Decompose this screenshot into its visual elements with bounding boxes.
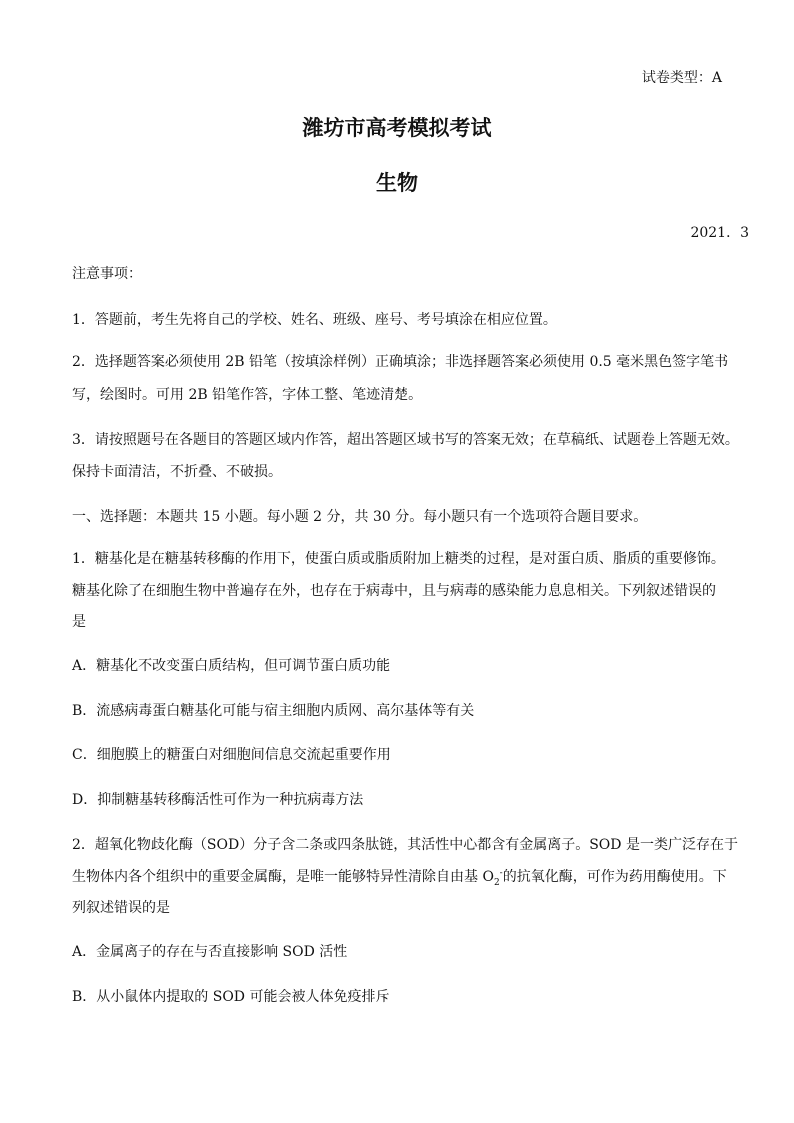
paper-type-label: 试卷类型：A	[641, 70, 722, 86]
notice-item-2-line-1: 2．选择题答案必须使用 2B 铅笔（按填涂样例）正确填涂；非选择题答案必须使用 0.5 毫米黑色签字笔书	[72, 354, 729, 370]
question-1-option-c: C．细胞膜上的糖蛋白对细胞间信息交流起重要作用	[72, 747, 391, 763]
question-1-stem-line-1: 1．糖基化是在糖基转移酶的作用下，使蛋白质或脂质附加上糖类的过程，是对蛋白质、脂质的重要修饰。	[72, 551, 725, 567]
notice-item-3-line-1: 3．请按照题号在各题目的答题区域内作答，超出答题区域书写的答案无效；在草稿纸、试题卷上答题无效。	[72, 432, 739, 448]
question-2-option-b: B．从小鼠体内提取的 SOD 可能会被人体免疫排斥	[72, 989, 390, 1005]
notice-item-3-line-2: 保持卡面清洁，不折叠、不破损。	[72, 464, 282, 480]
question-1-stem-line-2: 糖基化除了在细胞生物中普遍存在外，也存在于病毒中，且与病毒的感染能力息息相关。下列叙述错误的	[72, 583, 716, 599]
exam-title: 潍坊市高考模拟考试	[302, 115, 492, 140]
o2-subscript: 2	[493, 877, 500, 888]
subject-title: 生物	[376, 170, 418, 195]
question-2-stem-line-2-pre: 生物体内各个组织中的重要金属酶，是唯一能够特异性清除自由基 O	[72, 869, 494, 885]
question-2-option-a: A．金属离子的存在与否直接影响 SOD 活性	[72, 944, 348, 960]
exam-date: 2021．3	[690, 225, 749, 241]
notice-item-2-line-2: 写，绘图时。可用 2B 铅笔作答，字体工整、笔迹清楚。	[72, 387, 423, 403]
section-1-heading: 一、选择题：本题共 15 小题。每小题 2 分，共 30 分。每小题只有一个选项符合题目要求。	[72, 509, 648, 525]
question-1-stem-line-3: 是	[72, 614, 86, 630]
question-2-stem-line-2	[72, 867, 727, 887]
question-2-stem-line-2-post: 的抗氧化酶，可作为药用酶使用。下	[502, 869, 727, 885]
question-1-option-b: B．流感病毒蛋白糖基化可能与宿主细胞内质网、高尔基体等有关	[72, 703, 475, 719]
o2-superscript: -	[499, 868, 503, 879]
question-1-option-d: D．抑制糖基转移酶活性可作为一种抗病毒方法	[72, 792, 364, 808]
notice-heading: 注意事项：	[72, 266, 142, 282]
question-2-stem-line-3: 列叙述错误的是	[72, 900, 170, 916]
question-1-option-a: A．糖基化不改变蛋白质结构，但可调节蛋白质功能	[72, 658, 391, 674]
notice-item-1: 1．答题前，考生先将自己的学校、姓名、班级、座号、考号填涂在相应位置。	[72, 312, 557, 328]
question-2-stem-line-1: 2．超氧化物歧化酶（SOD）分子含二条或四条肽链，其活性中心都含有金属离子。SOD 是一类广泛存在于	[72, 837, 738, 853]
